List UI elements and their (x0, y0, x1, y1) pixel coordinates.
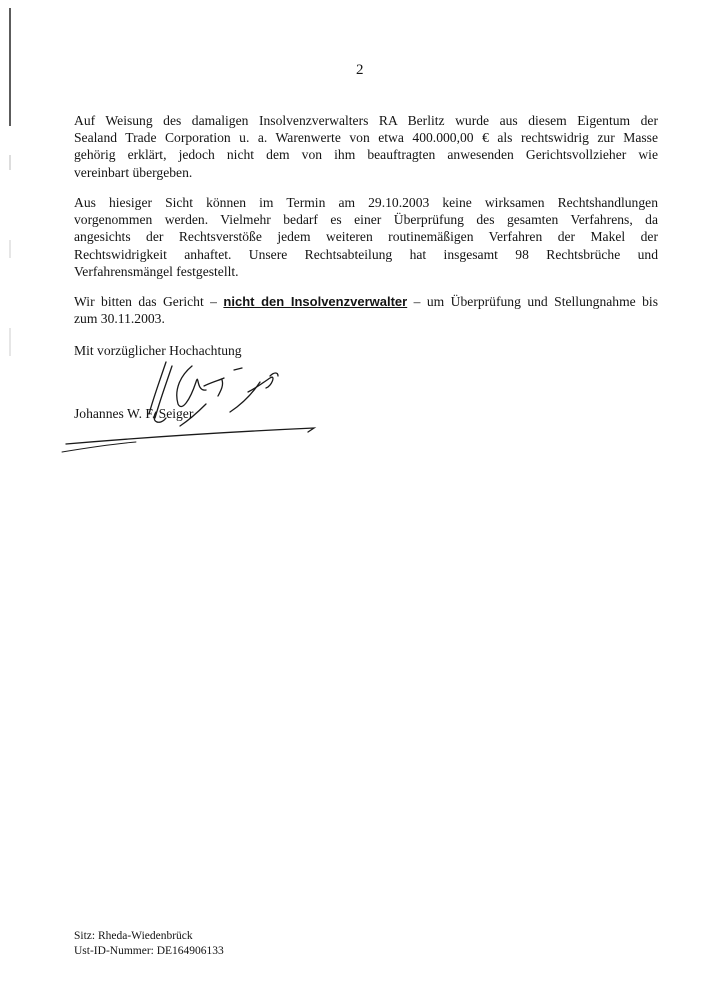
closing-salutation: Mit vorzüglicher Hochachtung (74, 343, 242, 358)
footer-seat: Sitz: Rheda-Wiedenbrück (74, 930, 193, 942)
paragraph-line: vorgenommen werden. Vielmehr bedarf es einer Überprüfung des gesamten Verfahrens, da (74, 212, 658, 228)
request-text-start: Wir bitten das Gericht – (74, 294, 224, 309)
signer-name: Johannes W. F. Seiger (74, 406, 194, 421)
footer-vat-id: Ust-ID-Nummer: DE164906133 (74, 945, 224, 957)
paragraph-legal-review (74, 194, 658, 280)
paragraph-asset-transfer (74, 112, 658, 181)
request-text-end: – um Überprüfung und Stellungnahme bis (407, 294, 659, 309)
paragraph-line: Aus hiesiger Sicht können im Termin am 29.10.2003 keine wirksamen Rechtshandlungen (74, 195, 658, 210)
paragraph-request (74, 293, 658, 327)
emphasis-not-administrator: nicht den Insolvenzverwalter (223, 294, 408, 309)
paragraph-line: angesichts der Rechtsverstöße jedem weiteren routinemäßigen Verfahren der Makel der (74, 229, 658, 245)
paragraph-line: vereinbart übergeben. (74, 164, 193, 180)
paragraph-line (74, 293, 658, 310)
footer (74, 929, 224, 959)
paragraph-line: Verfahrensmängel festgestellt. (74, 263, 239, 279)
paragraph-line: Sealand Trade Corporation u. a. Warenwerte von etwa 400.000,00 € als rechtswidrig zur Masse (74, 130, 658, 146)
scan-margin-marks (0, 0, 30, 400)
paragraph-line: gehörig erklärt, jedoch nicht dem von ihm beauftragten anwesenden Gerichtsvollzieher wie (74, 147, 658, 163)
paragraph-line: zum 30.11.2003. (74, 311, 165, 327)
page-number: 2 (356, 62, 364, 78)
paragraph-line: Auf Weisung des damaligen Insolvenzverwalters RA Berlitz wurde aus diesem Eigentum der (74, 113, 658, 128)
paragraph-line: Rechtswidrigkeit anhaftet. Unsere Rechtsabteilung hat insgesamt 98 Rechtsbrüche und (74, 246, 658, 262)
